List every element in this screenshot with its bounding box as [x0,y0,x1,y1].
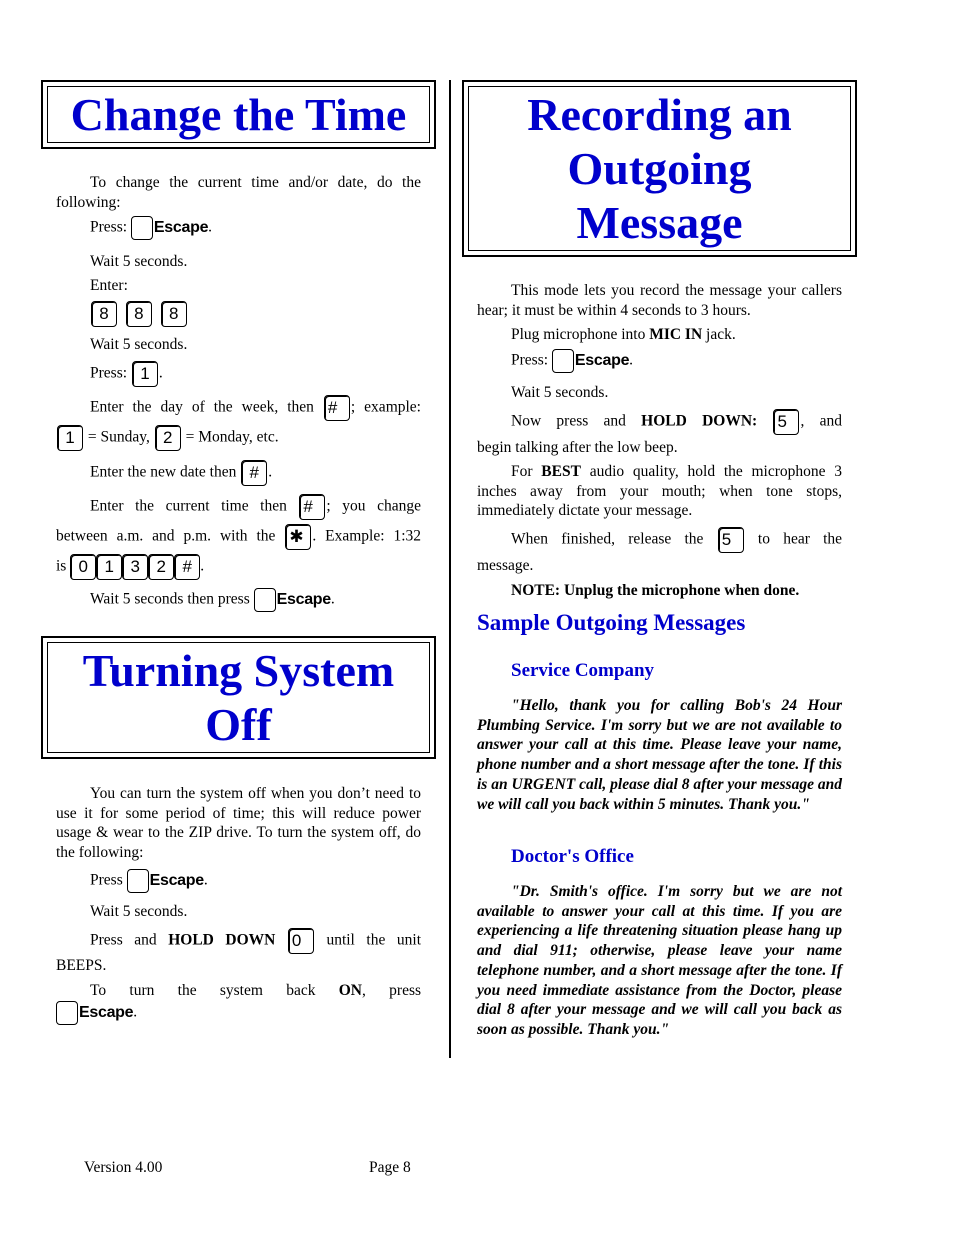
escape-key-icon: Escape [131,216,208,240]
key-1-icon: 1 [57,425,83,451]
hash-key-icon: # [174,554,200,580]
change-time-date-row: Enter the new date then # . [90,460,272,486]
key-5-icon: 5 [773,409,799,435]
record-finished-row: When finished, release the 5 to hear the [511,527,842,553]
change-time-press2-row: Press: 1 . [90,361,163,387]
record-wait: Wait 5 seconds. [511,384,609,401]
change-time-wait2: Wait 5 seconds. [90,336,188,353]
key-1-icon: 1 [96,554,122,580]
samples-heading: Sample Outgoing Messages [477,610,746,635]
record-message-word: message. [477,557,534,574]
change-time-day-row: Enter the day of the week, then # ; example: [90,395,421,421]
change-time-title: Change the Time [47,86,430,143]
record-title-box [462,80,857,257]
change-time-code-keys [90,301,188,327]
key-2-icon: 2 [155,425,181,451]
turn-off-beeps: BEEPS. [56,957,107,974]
doctor-heading: Doctor's Office [511,846,634,867]
change-time-press-row: Press: Escape . [90,216,212,240]
escape-key-icon: Escape [254,588,331,612]
record-now-row: Now press and HOLD DOWN: 5 , and [511,409,842,435]
key-0-icon: 0 [288,928,314,954]
escape-key-icon: Escape [127,869,204,893]
key-8-icon: 8 [161,301,187,327]
star-key-icon: ✱ [285,524,311,550]
key-0-icon: 0 [70,554,96,580]
record-title: Recording an Outgoing Message [468,86,851,251]
hash-key-icon: # [241,460,267,486]
change-time-sunday-row: 1 = Sunday, 2 = Monday, etc. [56,425,279,451]
footer-version: Version 4.00 [84,1159,163,1176]
hash-key-icon: # [299,494,325,520]
record-begin: begin talking after the low beep. [477,439,678,456]
change-time-final-row: Wait 5 seconds then press Escape . [90,588,335,612]
turn-off-hold-row: Press and HOLD DOWN 0 until the unit [90,928,421,954]
key-2-icon: 2 [148,554,174,580]
change-time-enter-label: Enter: [90,277,128,294]
record-plug-row: Plug microphone into MIC IN jack. [511,326,736,343]
key-1-icon: 1 [132,361,158,387]
key-5-icon: 5 [718,527,744,553]
key-8-icon: 8 [126,301,152,327]
change-time-example-row: is 0 1 3 2 # . [56,554,204,580]
record-intro: This mode lets you record the message your callers hear; it must be within 4 seconds to 3 hours. [477,282,842,319]
escape-key-icon: Escape [56,1001,133,1025]
record-best: For BEST audio quality, hold the microphone 3 inches away from your mouth; when tone stops, immediately dictate your message. [477,463,843,519]
doctor-quote: "Dr. Smith's office. I'm sorry but we are not available to answer your call at this time. If you are experiencing a life threatening situation please hang up and dial 911; otherwise, please leave your name telephone number, and a short message after the tone. If you need immediate assistance from the Doctor, please dial 8 after your message and we will call you back as soon as possible. Thank you." [477,883,842,1038]
turn-off-escape-row: Escape . [56,1001,137,1025]
change-time-ampm-row: between a.m. and p.m. with the ✱ . Example: 1:32 [56,524,421,550]
service-quote: "Hello, thank you for calling Bob's 24 Hour Plumbing Service. I'm sorry but we are not available to answer your call at this time. Please leave your name, phone number and a short message after the tone. If this is an URGENT call, please dial 8 after your message and we will call you back within 5 minutes. Thank you." [477,697,842,813]
turn-off-wait: Wait 5 seconds. [90,903,188,920]
change-time-time-row: Enter the current time then # ; you change [90,494,421,520]
key-3-icon: 3 [122,554,148,580]
change-time-title-box [41,80,436,149]
record-press-row: Press: Escape . [511,349,633,373]
column-divider [449,80,451,1058]
record-note: NOTE: Unplug the microphone when done. [511,582,800,599]
change-time-wait1: Wait 5 seconds. [90,253,188,270]
turn-off-title: Turning System Off [47,642,430,753]
turn-off-intro: You can turn the system off when you don’t need to use it for some period of time; this will reduce power usage & wear to the ZIP drive. To turn the system off, do the following: [56,785,421,861]
turn-off-back-row: To turn the system back ON, press [90,982,422,999]
turn-off-title-box [41,636,436,759]
change-time-intro: To change the current time and/or date, do the following: [56,174,421,211]
key-8-icon: 8 [91,301,117,327]
service-heading: Service Company [511,660,655,681]
footer-page: Page 8 [369,1159,411,1176]
hash-key-icon: # [324,395,350,421]
escape-key-icon: Escape [552,349,629,373]
turn-off-press-row: Press Escape . [90,869,208,893]
